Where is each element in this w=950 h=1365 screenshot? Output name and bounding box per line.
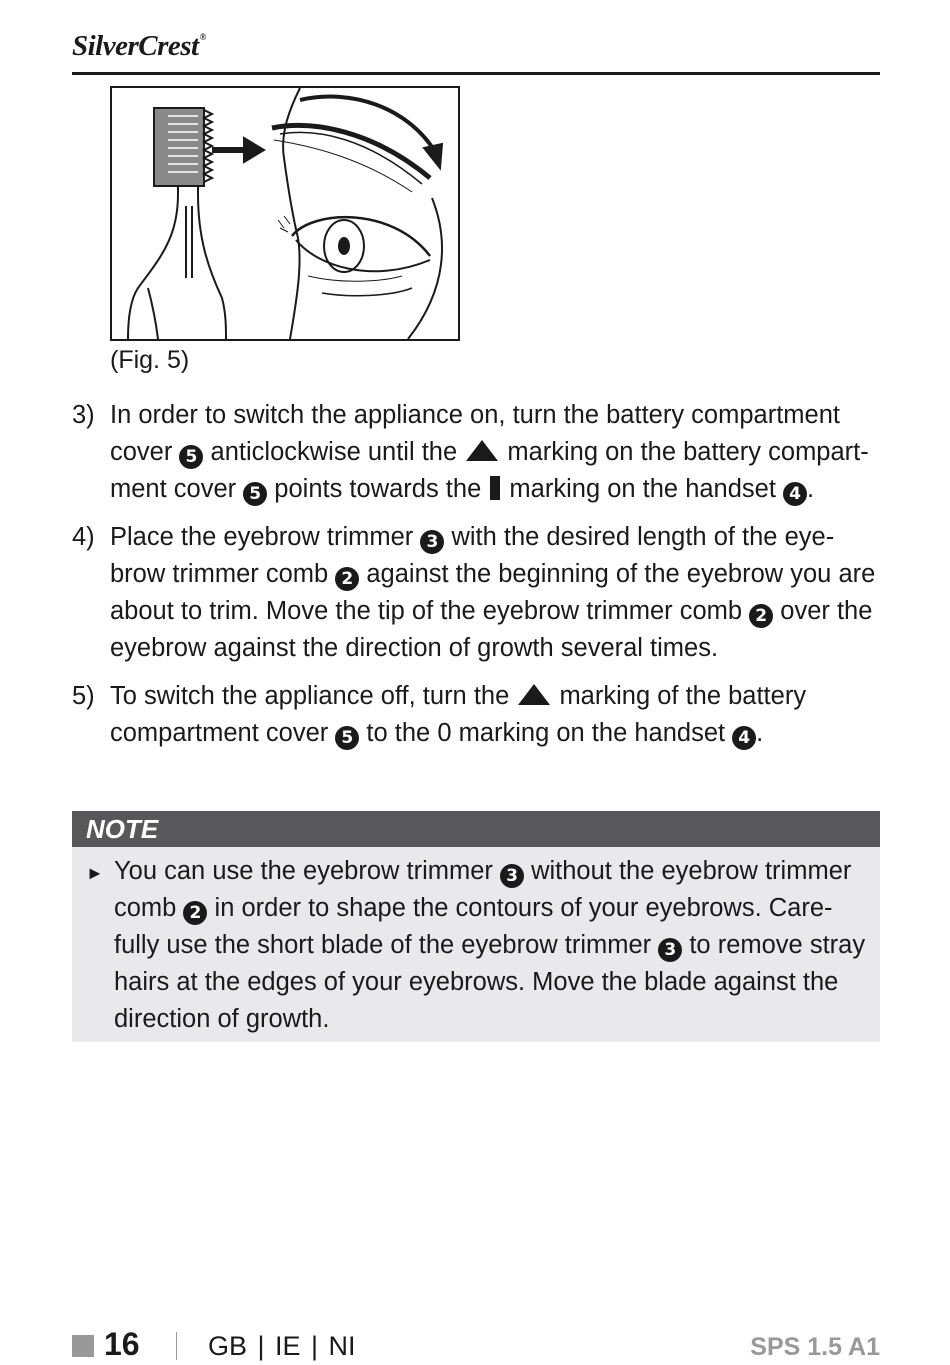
instruction-steps [72,397,884,763]
page-header [72,26,880,75]
trademark-mark: ® [199,32,206,42]
part-badge-3: 3 [500,864,524,888]
footer-divider [176,1332,177,1360]
country-codes: GB | IE | NI [208,1331,356,1361]
model-number: SPS 1.5 A1 [750,1333,880,1361]
page-footer [72,1325,880,1365]
part-badge-3: 3 [420,530,444,554]
part-badge-4: 4 [783,482,807,506]
step-3 [72,397,884,508]
brand-logo [72,30,206,63]
bar-marking-icon [490,476,500,500]
note-text: You can use the eyebrow trimmer 3 without the eyebrow trimmer comb 2 in order to shape the contours of your eyebrows. Care-fully use the short blade of the eyebrow trimmer 3 to remove stray hairs at the edges of your eyebrows. Move the blade against the direction of growth. [114,857,866,1033]
note-box [72,811,880,1042]
triangle-marking-icon [466,440,498,461]
footer-square-icon [72,1335,94,1357]
bullet-arrow-icon: ► [86,863,104,883]
triangle-marking-icon [518,684,550,705]
step-5 [72,678,884,752]
step-number: 5) [72,682,95,710]
part-badge-5: 5 [243,482,267,506]
part-badge-4: 4 [732,726,756,750]
step-number: 3) [72,401,95,429]
figure-eyebrow-trimming [110,86,460,341]
step-4 [72,519,884,667]
page-number: 16 [104,1326,140,1362]
step-text: Place the eyebrow trimmer 3 with the desired length of the eye-brow trimmer comb 2 against the beginning of the eyebrow you are about to trim. Move the tip of the eyebrow trimmer comb 2 over the eyebrow against the direction of growth several times. [110,523,876,662]
part-badge-5: 5 [179,445,203,469]
part-badge-2: 2 [183,901,207,925]
brand-name: SilverCrest [72,30,199,62]
part-badge-2: 2 [749,604,773,628]
part-badge-5: 5 [335,726,359,750]
note-body [72,847,880,1038]
step-text: In order to switch the appliance on, turn the battery compartment cover 5 anticlockwise until the marking on the battery compart-ment cover 5 points towards the marking on the handset 4 . [110,401,869,504]
step-number: 4) [72,523,95,551]
part-badge-3: 3 [658,938,682,962]
note-title: NOTE [72,811,880,847]
step-text: To switch the appliance off, turn the marking of the battery compartment cover 5 to the 0 marking on the handset 4 . [110,682,807,748]
figure-caption: (Fig. 5) [110,346,190,374]
part-badge-2: 2 [335,567,359,591]
eyebrow-illustration [112,88,458,339]
